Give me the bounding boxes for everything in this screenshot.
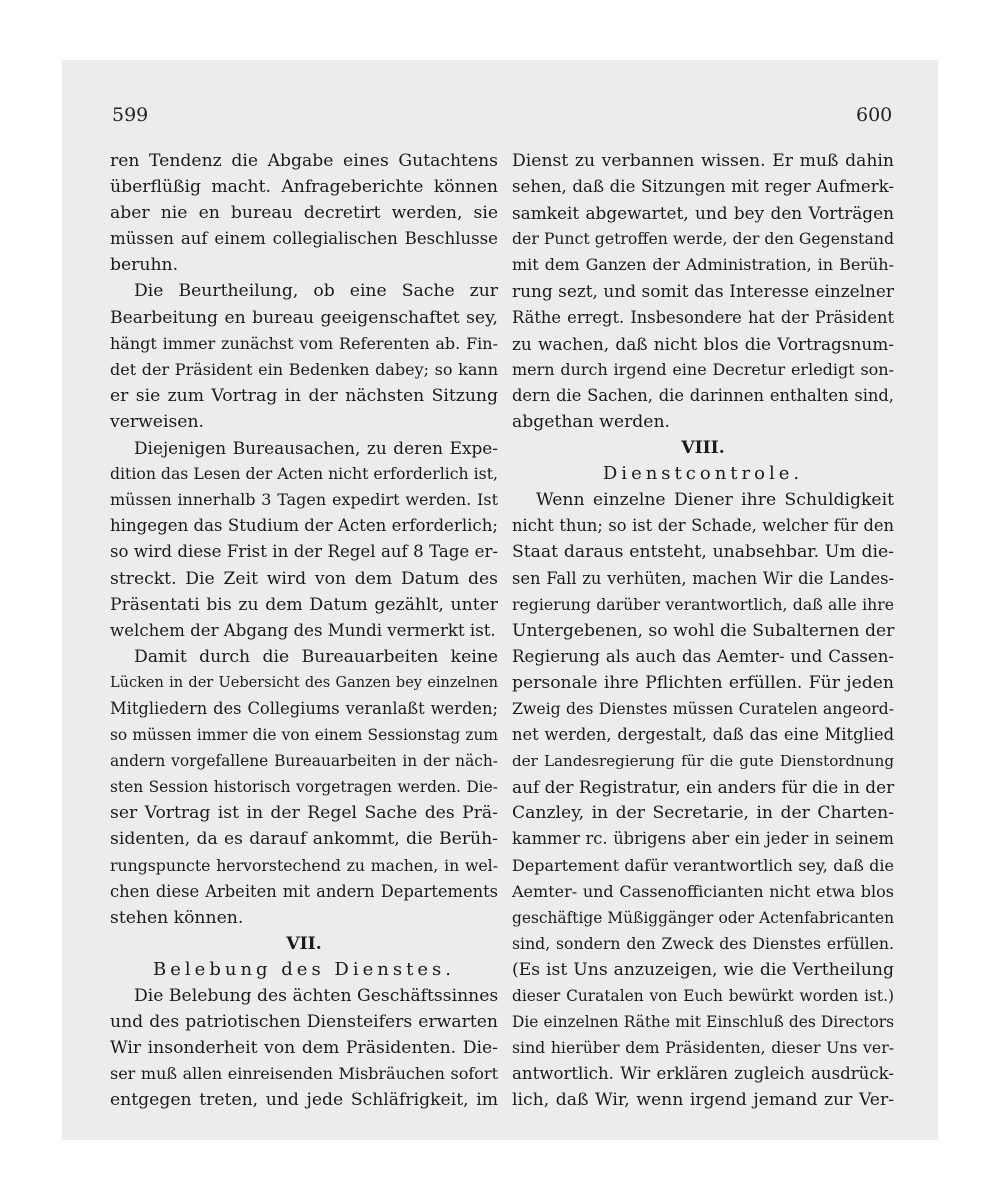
right-text-column — [512, 148, 894, 1113]
left-column-line: müssen innerhalb 3 Tagen expedirt werden. Ist — [110, 490, 498, 510]
right-column-line: Die einzelnen Räthe mit Einschluß des Directors — [512, 1013, 894, 1032]
right-column-line: Wenn einzelne Diener ihre Schuldigkeit — [536, 490, 894, 511]
right-column-line: Aemter- und Cassenofficianten nicht etwa blos — [512, 881, 894, 901]
right-column-line: auf der Registratur, ein anders für die in der — [512, 777, 895, 798]
right-column-line: kammer rc. übrigens aber ein jeder in seinem — [512, 829, 894, 849]
left-column-line: Mitgliedern des Collegiums veranlaßt werden; — [110, 698, 498, 718]
left-column-line: aber nie en bureau decretirt werden, sie — [110, 203, 498, 224]
right-column-line: lich, daß Wir, wenn irgend jemand zur Ver- — [512, 1090, 894, 1111]
left-column-line: Die Beurtheilung, ob eine Sache zur — [134, 281, 498, 302]
left-column-line: stehen können. — [110, 907, 244, 928]
right-column-line: Zweig des Dienstes müssen Curatelen angeord- — [512, 698, 894, 718]
right-column-line: Untergebenen, so wohl die Subalternen der — [512, 620, 895, 641]
right-column-line: net werden, dergestalt, daß das eine Mitglied — [512, 725, 894, 745]
right-column-section-heading: Dienstcontrole. — [602, 463, 804, 485]
right-column-line: sind hierüber dem Präsidenten, dieser Uns ver- — [512, 1038, 894, 1058]
right-column-section-number: VIII. — [681, 438, 725, 459]
left-column-line: streckt. Die Zeit wird von dem Datum des — [110, 568, 498, 589]
right-column-line: mit dem Ganzen der Administration, in Berüh- — [512, 255, 894, 275]
left-column-line: und des patriotischen Diensteifers erwarten — [110, 1012, 498, 1033]
right-column-line: Departement dafür verantwortlich sey, daß die — [512, 855, 894, 875]
left-column-line: müssen auf einem collegialischen Beschlusse — [110, 229, 498, 249]
left-column-line: hängt immer zunächst vom Referenten ab. Fin- — [110, 333, 498, 353]
right-column-line: Dienst zu verbannen wissen. Er muß dahin — [512, 151, 894, 171]
left-column-line: Damit durch die Bureauarbeiten keine — [134, 646, 498, 667]
left-column-line: entgegen treten, und jede Schläfrigkeit, im — [110, 1090, 498, 1111]
right-column-line: personale ihre Pflichten erfüllen. Für jeden — [512, 672, 894, 693]
right-column-line: samkeit abgewartet, und bey den Vorträgen — [512, 203, 894, 224]
left-column-line: verweisen. — [110, 411, 205, 432]
left-column-line: Bearbeitung en bureau geeigenschaftet sey, — [110, 307, 498, 328]
right-column-line: dieser Curatalen von Euch bewürkt worden ist.) — [512, 987, 894, 1005]
left-column-line: Lücken in der Uebersicht des Ganzen bey einzelnen — [110, 674, 498, 691]
right-column-line: sehen, daß die Sitzungen mit reger Aufmerk- — [512, 177, 894, 197]
left-column-line: Präsentati bis zu dem Datum gezählt, unter — [110, 594, 498, 615]
left-column-line: so wird diese Frist in der Regel auf 8 Tage er- — [110, 542, 498, 562]
right-column-line: antwortlich. Wir erklären zugleich ausdrück- — [512, 1064, 894, 1084]
left-column-line: er sie zum Vortrag in der nächsten Sitzung — [110, 385, 498, 406]
right-column-line: Staat daraus entsteht, unabsehbar. Um die- — [512, 542, 894, 563]
left-column-section-number: VII. — [286, 933, 322, 954]
right-column-line: geschäftige Müßiggänger oder Actenfabricanten — [512, 908, 894, 927]
right-column-line: (Es ist Uns anzuzeigen, wie die Vertheilung — [512, 959, 894, 980]
left-column-line: rungspuncte hervorstechend zu machen, in wel- — [110, 855, 498, 875]
left-column-line: dition das Lesen der Acten nicht erforderlich ist, — [110, 464, 499, 484]
right-column-line: rung sezt, und somit das Interesse einzelner — [512, 281, 894, 302]
left-column-line: ser muß allen einreisenden Misbräuchen sofort — [110, 1064, 498, 1084]
right-column-line: sind, sondern den Zweck des Dienstes erfüllen. — [512, 933, 894, 953]
left-column-line: chen diese Arbeiten mit andern Departements — [110, 881, 498, 901]
right-column-line: der Landesregierung für die gute Dienstordnung — [512, 752, 894, 771]
left-column-line: überflüßig macht. Anfrageberichte können — [110, 177, 498, 198]
right-column-line: abgethan werden. — [512, 411, 670, 432]
right-column-line: nicht thun; so ist der Schade, welcher für den — [512, 516, 894, 536]
left-column-line: andern vorgefallene Bureauarbeiten in der näch- — [110, 752, 498, 771]
left-text-column — [110, 148, 498, 1113]
left-column-line: hingegen das Studium der Acten erforderlich; — [110, 516, 498, 536]
left-column-line: Wir insonderheit von dem Präsidenten. Die- — [110, 1038, 498, 1059]
left-column-line: det der Präsident ein Bedenken dabey; so kann — [110, 359, 498, 379]
left-column-line: sidenten, da es darauf ankommt, die Berüh- — [110, 829, 498, 850]
right-column-line: regierung darüber verantwortlich, daß alle ihre — [512, 594, 894, 614]
left-column-line: ser Vortrag ist in der Regel Sache des Prä- — [110, 803, 498, 824]
left-column-line: welchem der Abgang des Mundi vermerkt ist. — [110, 620, 496, 640]
left-column-line: sten Session historisch vorgetragen werden. Die- — [110, 778, 498, 797]
left-column-section-heading: Belebung des Dienstes. — [153, 958, 455, 980]
left-column-line: Die Belebung des ächten Geschäftssinnes — [134, 986, 499, 1006]
right-column-line: zu wachen, daß nicht blos die Vortragsnum- — [512, 333, 894, 354]
right-column-line: Räthe erregt. Insbesondere hat der Präsident — [512, 307, 894, 327]
left-column-line: ren Tendenz die Abgabe eines Gutachtens — [110, 151, 498, 171]
right-column-line: der Punct getroffen werde, der den Gegenstand — [512, 229, 894, 249]
left-column-line: Diejenigen Bureausachen, zu deren Expe- — [134, 438, 498, 459]
right-column-line: Canzley, in der Secretarie, in der Charten- — [512, 803, 894, 824]
page-number-right: 600 — [856, 104, 893, 126]
page-number-left: 599 — [112, 104, 149, 126]
right-column-line: dern die Sachen, die darinnen enthalten sind, — [512, 385, 894, 405]
left-column-line: beruhn. — [110, 255, 179, 276]
left-column-line: so müssen immer die von einem Sessionstag zum — [110, 726, 498, 745]
right-column-line: mern durch irgend eine Decretur erledigt son- — [512, 359, 894, 379]
right-column-line: sen Fall zu verhüten, machen Wir die Landes- — [512, 568, 894, 588]
right-column-line: Regierung als auch das Aemter- und Cassen- — [512, 646, 894, 666]
